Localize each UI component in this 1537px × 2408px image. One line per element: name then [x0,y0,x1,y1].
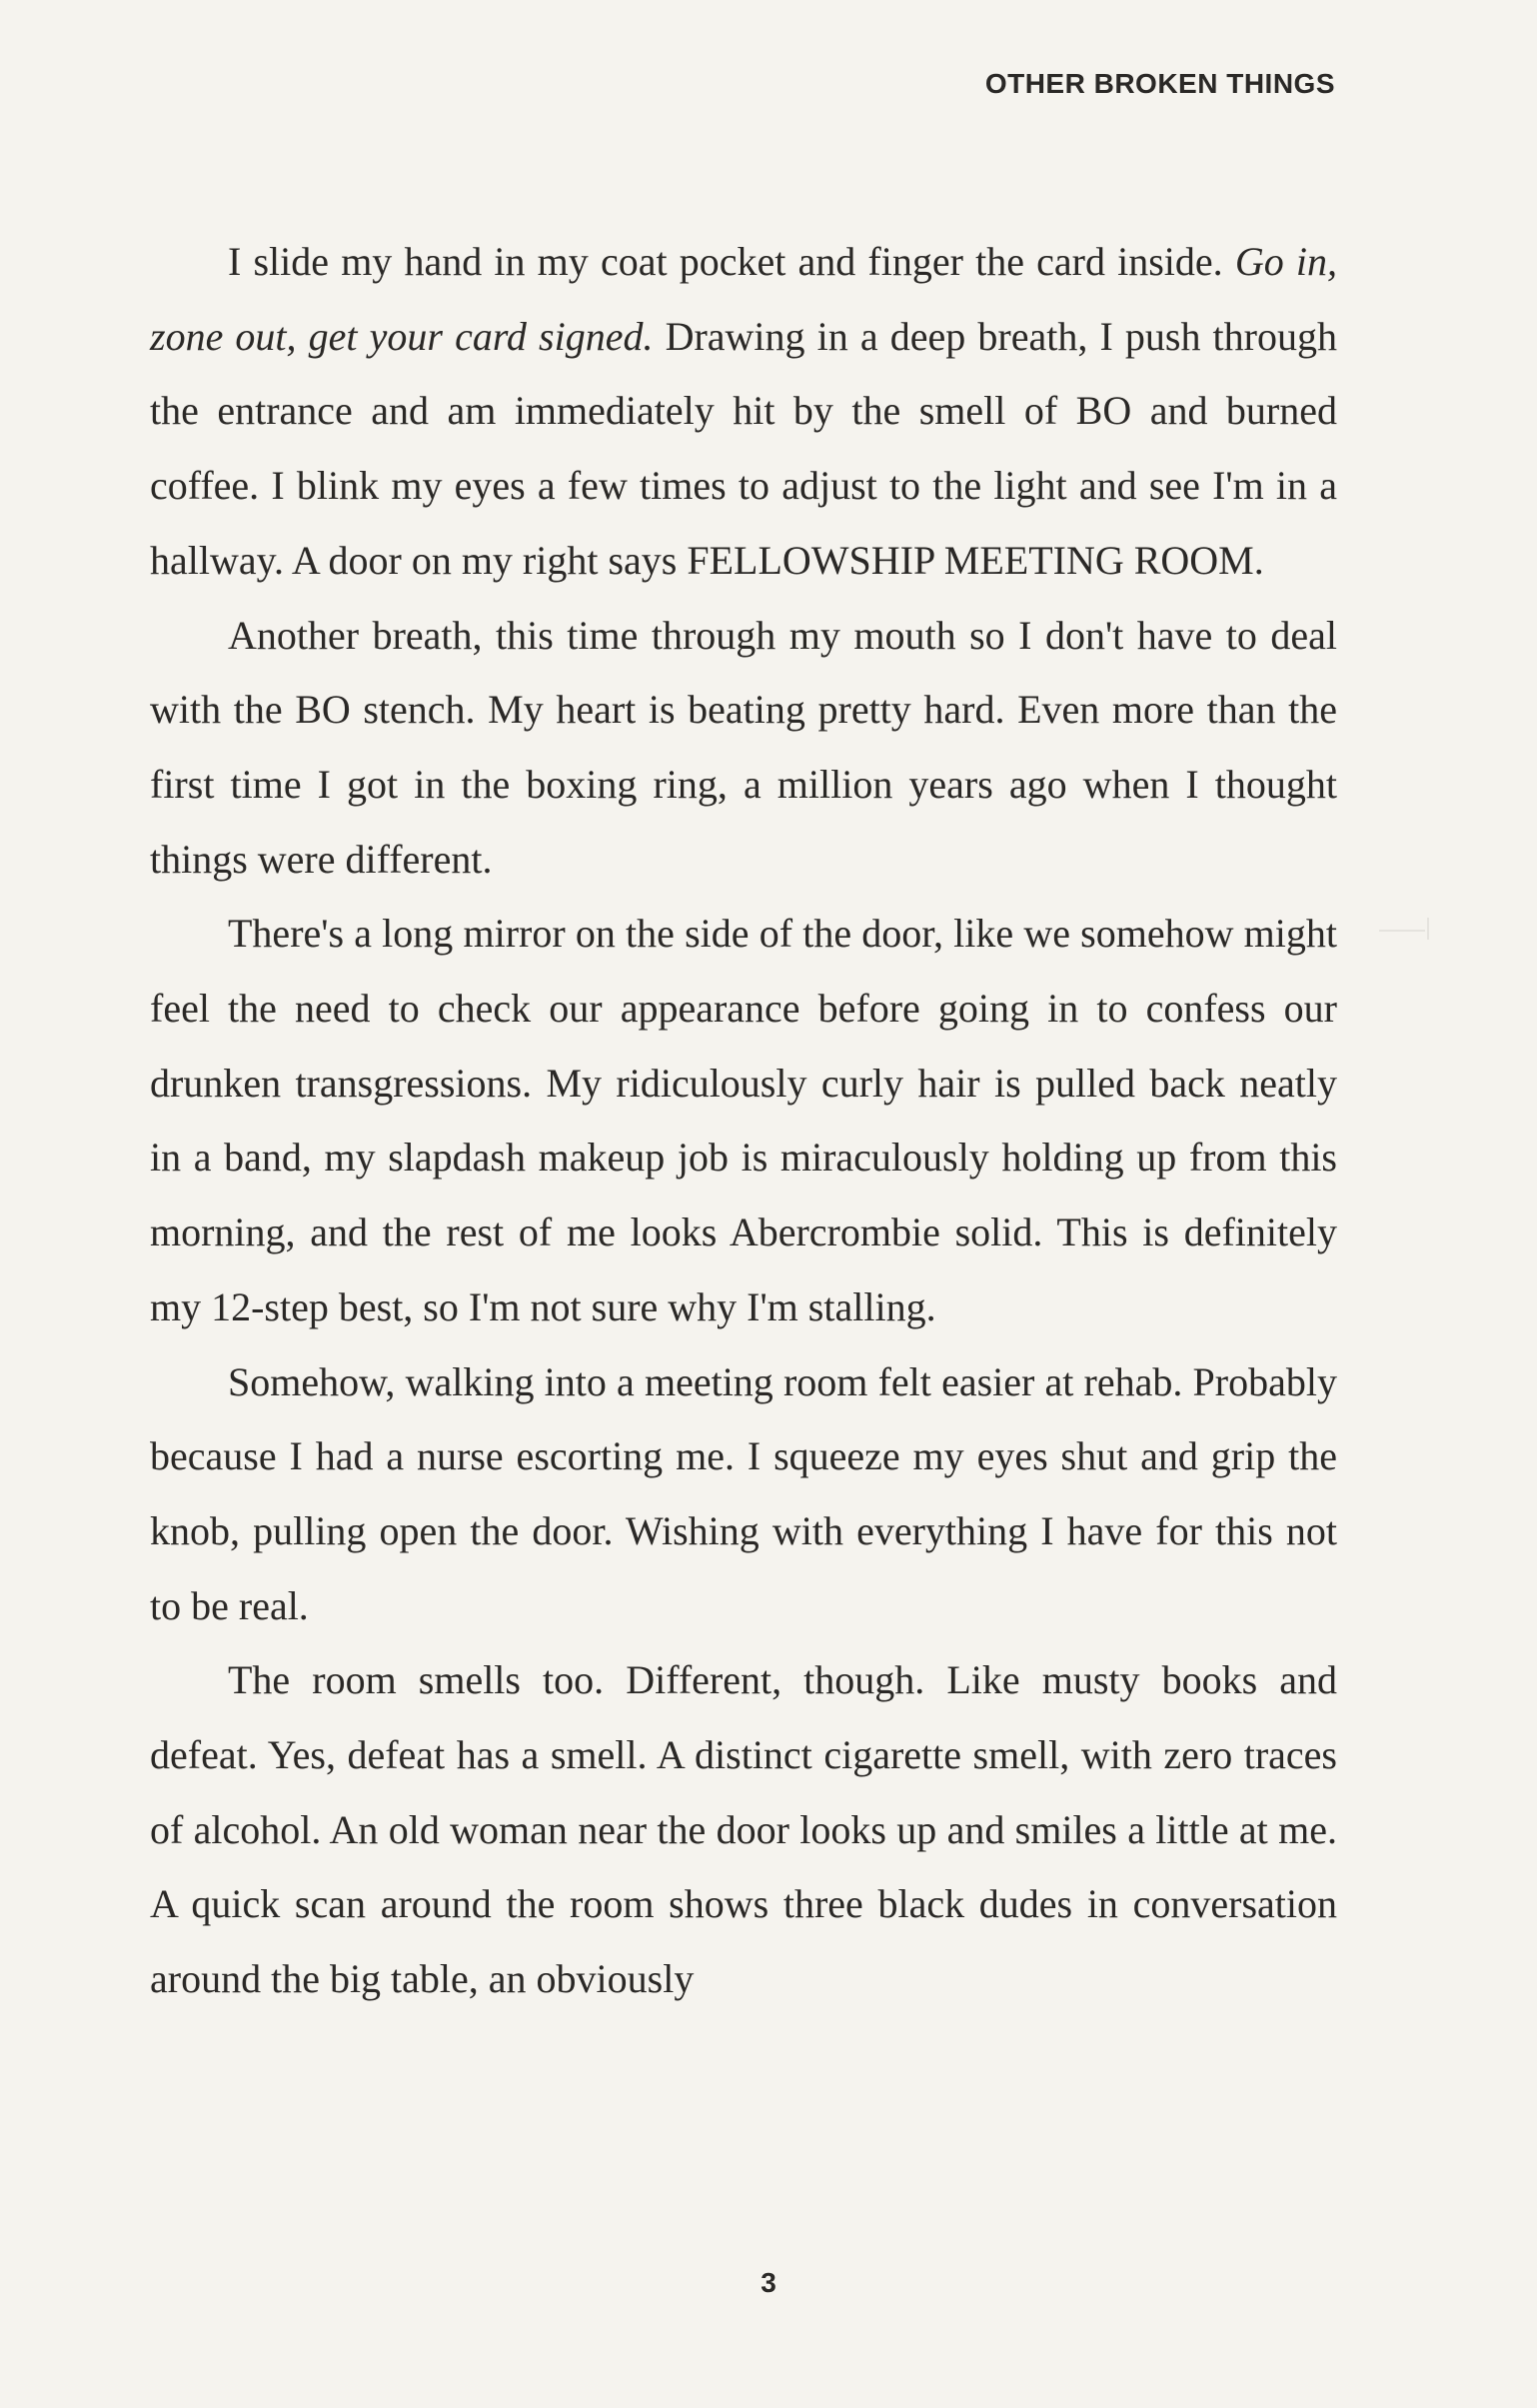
paragraph-text: I slide my hand in my coat pocket and finger the card inside. [228,239,1235,284]
paragraph: Somehow, walking into a meeting room felt easier at rehab. Probably because I had a nurse escorting me. I squeeze my eyes shut and grip the knob, pulling open the door. Wishing with everything I have for this not to be real. [150,1358,1337,1628]
italic-phrase: Go in, zone out, get your card signed. [150,239,1337,359]
running-head-title: OTHER BROKEN THINGS [984,68,1335,99]
scan-speck [1427,918,1429,940]
paragraph: Another breath, this time through my mouth so I don't have to deal with the BO stench. My heart is beating pretty hard. Even more than the first time I got in the boxing ring, a million years ago when I thought things were different. [150,612,1337,882]
paragraph: There's a long mirror on the side of the door, like we somehow might feel the need to check our appearance before going in to confess our drunken transgressions. My ridiculously curly hair is pulled back neatly in a band, my slapdash makeup job is miraculously holding up from this morning, and the rest of me looks Abercrombie solid. This is definitely my 12-step best, so I'm not sure why I'm stalling. [150,911,1337,1329]
paragraph [150,225,1337,599]
scan-speck [1379,930,1425,932]
paragraph-text: Drawing in a deep breath, I push through the entrance and am immediately hit by the smell of BO and burned coffee. I blink my eyes a few times to adjust to the light and see I'm in a hallway. A door on my right says FELLOWSHIP MEETING ROOM. [150,313,1337,583]
body-text [150,225,1337,2017]
paragraph: The room smells too. Different, though. Like musty books and defeat. Yes, defeat has a smell. A distinct cigarette smell, with zero traces of alcohol. An old woman near the door looks up and smiles a little at me. A quick scan around the room shows three black dudes in conversation around the big table, an obviously [150,1657,1337,2002]
page-number: 3 [761,2267,776,2298]
